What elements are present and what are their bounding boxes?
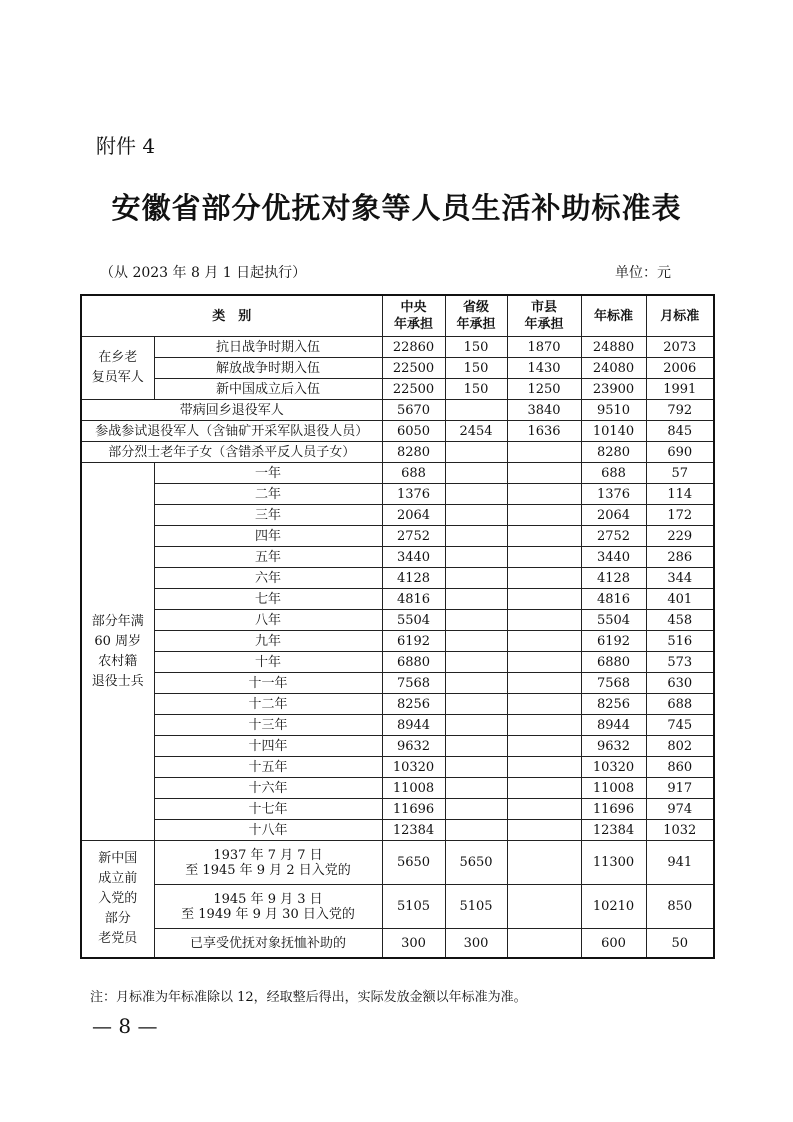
row-label: 十一年 xyxy=(154,673,382,694)
cell-city: 1430 xyxy=(507,358,581,379)
cell-province: 150 xyxy=(445,358,507,379)
cell-province xyxy=(445,736,507,757)
cell-monthly: 745 xyxy=(646,715,714,736)
cell-annual: 10140 xyxy=(581,421,646,442)
cell-city xyxy=(507,505,581,526)
table-row xyxy=(81,715,714,736)
cell-central: 9632 xyxy=(382,736,445,757)
cell-annual: 600 xyxy=(581,929,646,959)
cell-monthly: 57 xyxy=(646,463,714,484)
group-party xyxy=(81,841,154,959)
cell-city xyxy=(507,757,581,778)
cell-city xyxy=(507,463,581,484)
row-label: 新中国成立后入伍 xyxy=(154,379,382,400)
cell-province: 150 xyxy=(445,379,507,400)
cell-central: 6880 xyxy=(382,652,445,673)
cell-city xyxy=(507,841,581,885)
cell-central: 11696 xyxy=(382,799,445,820)
cell-annual: 6880 xyxy=(581,652,646,673)
group-rural-l2: 60 周岁 xyxy=(94,633,142,649)
group-party-l3: 入党的 xyxy=(98,891,138,906)
cell-annual: 12384 xyxy=(581,820,646,841)
cell-annual: 8256 xyxy=(581,694,646,715)
cell-annual: 24880 xyxy=(581,337,646,358)
cell-city xyxy=(507,589,581,610)
row-label: 八年 xyxy=(154,610,382,631)
row-label: 十三年 xyxy=(154,715,382,736)
table-row xyxy=(81,379,714,400)
cell-central: 688 xyxy=(382,463,445,484)
cell-central: 5650 xyxy=(382,841,445,885)
table-row xyxy=(81,358,714,379)
unit-label: 单位：元 xyxy=(615,265,671,281)
page-number: — 8 — xyxy=(92,1014,158,1038)
row-label: 七年 xyxy=(154,589,382,610)
row-label: 一年 xyxy=(154,463,382,484)
cell-monthly: 845 xyxy=(646,421,714,442)
table-row xyxy=(81,778,714,799)
table-row xyxy=(81,568,714,589)
group-rural-l3: 农村籍 xyxy=(98,653,138,669)
row-label-l1: 1937 年 7 月 7 日 xyxy=(213,847,323,863)
header-monthly: 月标准 xyxy=(646,295,714,337)
subsidy-table xyxy=(80,294,715,959)
cell-province xyxy=(445,442,507,463)
cell-province xyxy=(445,673,507,694)
cell-city: 1636 xyxy=(507,421,581,442)
cell-province xyxy=(445,778,507,799)
cell-city xyxy=(507,610,581,631)
cell-monthly: 917 xyxy=(646,778,714,799)
cell-annual: 11696 xyxy=(581,799,646,820)
cell-province xyxy=(445,694,507,715)
table-header xyxy=(81,295,714,337)
cell-city xyxy=(507,820,581,841)
row-label: 已享受优抚对象抚恤补助的 xyxy=(154,929,382,959)
table-row xyxy=(81,694,714,715)
header-province xyxy=(445,295,507,337)
cell-city: 3840 xyxy=(507,400,581,421)
cell-annual: 9632 xyxy=(581,736,646,757)
cell-annual: 3440 xyxy=(581,547,646,568)
header-city xyxy=(507,295,581,337)
cell-annual: 6192 xyxy=(581,631,646,652)
cell-monthly: 516 xyxy=(646,631,714,652)
cell-city xyxy=(507,715,581,736)
page-title: 安徽省部分优抚对象等人员生活补助标准表 xyxy=(111,191,682,225)
table-row xyxy=(81,463,714,484)
cell-annual: 8944 xyxy=(581,715,646,736)
header-central-l1: 中央 xyxy=(400,300,427,315)
row-label xyxy=(154,885,382,929)
cell-province xyxy=(445,505,507,526)
table-row xyxy=(81,799,714,820)
header-city-l2: 年承担 xyxy=(524,317,564,332)
cell-city xyxy=(507,778,581,799)
cell-central: 6050 xyxy=(382,421,445,442)
cell-monthly: 860 xyxy=(646,757,714,778)
cell-central: 7568 xyxy=(382,673,445,694)
table-row xyxy=(81,757,714,778)
header-category: 类 别 xyxy=(81,295,382,337)
cell-city xyxy=(507,694,581,715)
cell-central: 2064 xyxy=(382,505,445,526)
group-rural-l4: 退役士兵 xyxy=(91,673,144,689)
cell-annual: 688 xyxy=(581,463,646,484)
cell-annual: 9510 xyxy=(581,400,646,421)
cell-city xyxy=(507,568,581,589)
cell-monthly: 850 xyxy=(646,885,714,929)
cell-monthly: 1032 xyxy=(646,820,714,841)
cell-monthly: 458 xyxy=(646,610,714,631)
group-veterans-l1: 在乡老 xyxy=(98,350,138,365)
cell-province xyxy=(445,820,507,841)
cell-central: 10320 xyxy=(382,757,445,778)
cell-city xyxy=(507,736,581,757)
group-party-l5: 老党员 xyxy=(98,931,138,946)
cell-monthly: 344 xyxy=(646,568,714,589)
group-rural xyxy=(81,463,154,841)
cell-annual: 8280 xyxy=(581,442,646,463)
table-row xyxy=(81,929,714,959)
cell-city xyxy=(507,929,581,959)
group-veterans-l2: 复员军人 xyxy=(91,370,144,385)
cell-province: 5650 xyxy=(445,841,507,885)
cell-city xyxy=(507,652,581,673)
cell-annual: 11300 xyxy=(581,841,646,885)
row-label: 抗日战争时期入伍 xyxy=(154,337,382,358)
header-city-l1: 市县 xyxy=(531,300,558,315)
header-annual: 年标准 xyxy=(581,295,646,337)
row-label: 五年 xyxy=(154,547,382,568)
cell-city xyxy=(507,484,581,505)
cell-city xyxy=(507,799,581,820)
group-party-l4: 部分 xyxy=(104,911,131,926)
header-central xyxy=(382,295,445,337)
row-label: 带病回乡退役军人 xyxy=(81,400,382,421)
cell-central: 4128 xyxy=(382,568,445,589)
table-row xyxy=(81,526,714,547)
cell-province xyxy=(445,526,507,547)
cell-central: 1376 xyxy=(382,484,445,505)
cell-province xyxy=(445,715,507,736)
cell-annual: 4816 xyxy=(581,589,646,610)
effective-date: （从 2023 年 8 月 1 日起执行） xyxy=(100,265,307,281)
cell-city xyxy=(507,631,581,652)
cell-annual: 2064 xyxy=(581,505,646,526)
cell-monthly: 974 xyxy=(646,799,714,820)
table-row xyxy=(81,442,714,463)
header-province-l2: 年承担 xyxy=(456,317,496,332)
table-row xyxy=(81,400,714,421)
cell-annual: 24080 xyxy=(581,358,646,379)
table-row xyxy=(81,421,714,442)
row-label: 三年 xyxy=(154,505,382,526)
cell-monthly: 50 xyxy=(646,929,714,959)
cell-central: 22860 xyxy=(382,337,445,358)
cell-province: 5105 xyxy=(445,885,507,929)
cell-city: 1250 xyxy=(507,379,581,400)
cell-central: 2752 xyxy=(382,526,445,547)
cell-province xyxy=(445,484,507,505)
cell-monthly: 690 xyxy=(646,442,714,463)
group-rural-l1: 部分年满 xyxy=(91,613,144,629)
group-veterans xyxy=(81,337,154,400)
cell-city xyxy=(507,673,581,694)
cell-city xyxy=(507,442,581,463)
table-row xyxy=(81,885,714,929)
cell-central: 300 xyxy=(382,929,445,959)
row-label: 十五年 xyxy=(154,757,382,778)
group-party-l1: 新中国 xyxy=(98,851,138,866)
cell-city xyxy=(507,547,581,568)
cell-monthly: 114 xyxy=(646,484,714,505)
cell-province xyxy=(445,799,507,820)
table-row xyxy=(81,589,714,610)
table-row xyxy=(81,547,714,568)
row-label: 参战参试退役军人（含铀矿开采军队退役人员） xyxy=(81,421,382,442)
table-row xyxy=(81,673,714,694)
table-row xyxy=(81,736,714,757)
cell-annual: 1376 xyxy=(581,484,646,505)
cell-annual: 5504 xyxy=(581,610,646,631)
row-label: 部分烈士老年子女（含错杀平反人员子女） xyxy=(81,442,382,463)
cell-central: 3440 xyxy=(382,547,445,568)
cell-monthly: 229 xyxy=(646,526,714,547)
cell-central: 4816 xyxy=(382,589,445,610)
cell-monthly: 2006 xyxy=(646,358,714,379)
cell-central: 8944 xyxy=(382,715,445,736)
table-row xyxy=(81,652,714,673)
cell-central: 6192 xyxy=(382,631,445,652)
table-row xyxy=(81,337,714,358)
header-central-l2: 年承担 xyxy=(394,317,434,332)
cell-central: 5670 xyxy=(382,400,445,421)
cell-monthly: 2073 xyxy=(646,337,714,358)
cell-annual: 11008 xyxy=(581,778,646,799)
cell-province xyxy=(445,400,507,421)
row-label-l1: 1945 年 9 月 3 日 xyxy=(213,891,323,907)
cell-annual: 2752 xyxy=(581,526,646,547)
footnote: 注：月标准为年标准除以 12，经取整后得出，实际发放金额以年标准为准。 xyxy=(90,990,527,1005)
row-label-l2: 至 1945 年 9 月 2 日入党的 xyxy=(185,862,351,878)
cell-annual: 23900 xyxy=(581,379,646,400)
cell-province: 300 xyxy=(445,929,507,959)
cell-central: 22500 xyxy=(382,379,445,400)
cell-province xyxy=(445,463,507,484)
cell-province xyxy=(445,547,507,568)
cell-annual: 7568 xyxy=(581,673,646,694)
cell-monthly: 1991 xyxy=(646,379,714,400)
cell-monthly: 401 xyxy=(646,589,714,610)
cell-province xyxy=(445,757,507,778)
cell-monthly: 630 xyxy=(646,673,714,694)
row-label: 十二年 xyxy=(154,694,382,715)
cell-monthly: 286 xyxy=(646,547,714,568)
cell-central: 22500 xyxy=(382,358,445,379)
cell-monthly: 941 xyxy=(646,841,714,885)
row-label: 十年 xyxy=(154,652,382,673)
row-label: 十六年 xyxy=(154,778,382,799)
cell-annual: 10320 xyxy=(581,757,646,778)
row-label: 二年 xyxy=(154,484,382,505)
table-row xyxy=(81,631,714,652)
cell-central: 5504 xyxy=(382,610,445,631)
row-label: 九年 xyxy=(154,631,382,652)
cell-central: 12384 xyxy=(382,820,445,841)
row-label: 十八年 xyxy=(154,820,382,841)
cell-monthly: 802 xyxy=(646,736,714,757)
cell-monthly: 688 xyxy=(646,694,714,715)
row-label xyxy=(154,841,382,885)
header-province-l1: 省级 xyxy=(463,300,490,315)
cell-monthly: 573 xyxy=(646,652,714,673)
cell-province xyxy=(445,610,507,631)
row-label: 六年 xyxy=(154,568,382,589)
cell-province xyxy=(445,631,507,652)
group-party-l2: 成立前 xyxy=(98,871,138,886)
cell-city xyxy=(507,885,581,929)
cell-province xyxy=(445,652,507,673)
row-label: 十七年 xyxy=(154,799,382,820)
cell-province: 150 xyxy=(445,337,507,358)
cell-monthly: 172 xyxy=(646,505,714,526)
row-label: 解放战争时期入伍 xyxy=(154,358,382,379)
table-row xyxy=(81,841,714,885)
row-label-l2: 至 1949 年 9 月 30 日入党的 xyxy=(181,906,355,922)
cell-monthly: 792 xyxy=(646,400,714,421)
cell-city: 1870 xyxy=(507,337,581,358)
attachment-label: 附件 4 xyxy=(96,134,156,158)
cell-annual: 10210 xyxy=(581,885,646,929)
table-row xyxy=(81,484,714,505)
table-row xyxy=(81,610,714,631)
cell-province xyxy=(445,589,507,610)
cell-annual: 4128 xyxy=(581,568,646,589)
cell-central: 8280 xyxy=(382,442,445,463)
cell-central: 11008 xyxy=(382,778,445,799)
row-label: 十四年 xyxy=(154,736,382,757)
cell-central: 8256 xyxy=(382,694,445,715)
cell-province xyxy=(445,568,507,589)
table-row xyxy=(81,505,714,526)
row-label: 四年 xyxy=(154,526,382,547)
table-row xyxy=(81,820,714,841)
cell-province: 2454 xyxy=(445,421,507,442)
cell-city xyxy=(507,526,581,547)
cell-central: 5105 xyxy=(382,885,445,929)
